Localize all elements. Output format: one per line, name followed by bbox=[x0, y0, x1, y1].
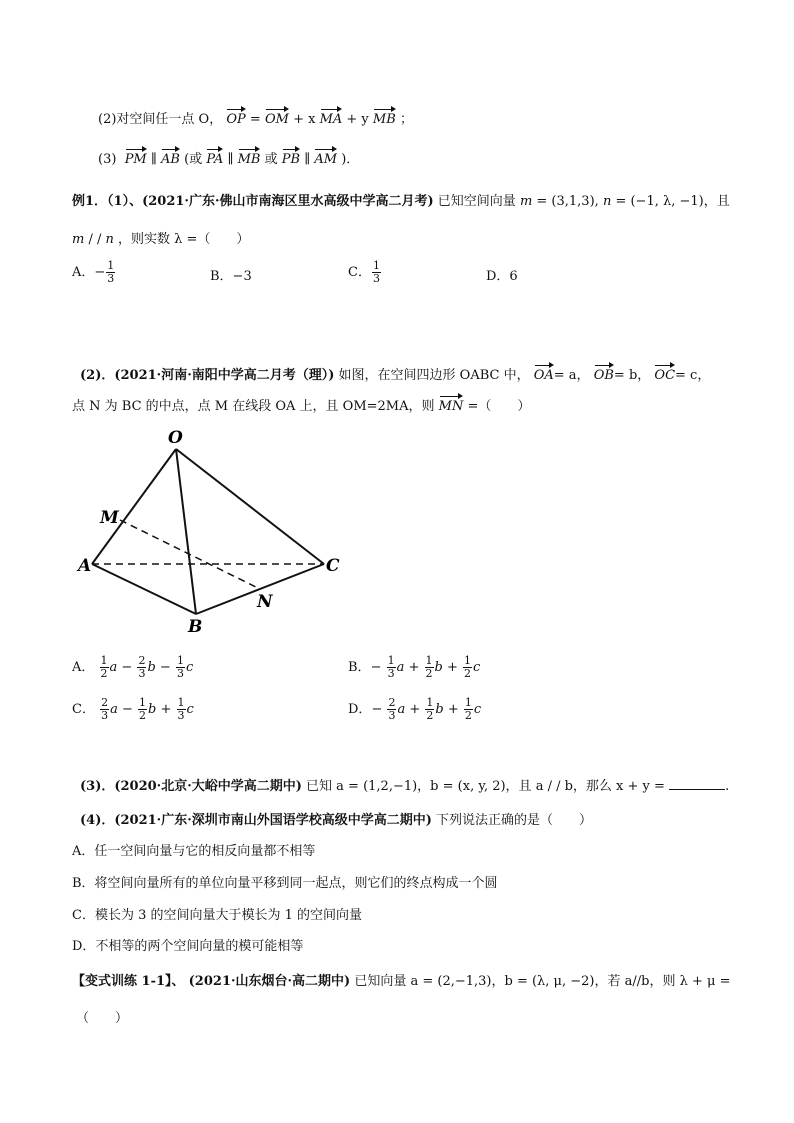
fraction bbox=[100, 655, 109, 680]
vector-pb: PB bbox=[282, 146, 300, 167]
fraction-num: 2 bbox=[388, 696, 396, 709]
fraction-num: 2 bbox=[101, 696, 109, 709]
vector-ob: OB bbox=[594, 362, 614, 383]
option-text: B．−3 bbox=[210, 269, 252, 284]
parallel-sign: / / bbox=[88, 232, 102, 247]
variant-source: (2021·山东烟台·高二期中) bbox=[188, 974, 351, 989]
label-o: O bbox=[168, 428, 183, 448]
example-1-option-a bbox=[72, 260, 116, 285]
question-2-label: (2)．(2021·河南·南阳中学高二月考（理）) bbox=[80, 368, 335, 383]
option-label: A． bbox=[72, 265, 95, 280]
fraction-den: 2 bbox=[426, 709, 434, 722]
option-label: D． bbox=[348, 702, 372, 717]
fraction-num: 1 bbox=[107, 259, 115, 272]
fraction-den: 2 bbox=[425, 667, 433, 680]
fraction-num: 1 bbox=[139, 696, 147, 709]
vector-op: OP bbox=[226, 106, 245, 127]
question-3-label: (3)．(2020·北京·大峪中学高二期中) bbox=[80, 779, 302, 794]
question-4-option-c: C．模长为 3 的空间向量大于模长为 1 的空间向量 bbox=[72, 908, 363, 923]
fraction-num: 1 bbox=[177, 696, 185, 709]
question-4 bbox=[80, 809, 592, 828]
vector-ma: MA bbox=[320, 106, 343, 127]
or-word: 或 bbox=[264, 152, 278, 167]
semicolon: ； bbox=[399, 112, 413, 127]
term: c bbox=[473, 660, 481, 675]
term: b + bbox=[434, 660, 458, 675]
label-c: C bbox=[326, 556, 340, 576]
question-2-option-b: B．− $\frac{1}{3}$ a + $\frac{1}{2}$ b + $\frac{1}{2}$ c bbox=[348, 654, 481, 680]
question-4-option-a: A．任一空间向量与它的相反向量都不相等 bbox=[72, 844, 316, 859]
variant-label: 【变式训练 1-1】、 bbox=[72, 974, 185, 989]
vector-n: n bbox=[105, 232, 114, 247]
fraction bbox=[100, 697, 109, 722]
term: a − bbox=[109, 660, 133, 675]
fraction-den: 3 bbox=[388, 709, 396, 722]
fraction bbox=[176, 655, 185, 680]
vector-m: m bbox=[72, 232, 85, 247]
vector-n: n bbox=[602, 194, 612, 209]
tetrahedron-figure bbox=[70, 425, 360, 640]
vector-m: m bbox=[519, 194, 533, 209]
vector-n-value: = (−1, λ, −1)，且 bbox=[615, 194, 730, 209]
minus-sign: − bbox=[94, 265, 106, 280]
vector-oa: OA bbox=[534, 362, 554, 383]
option-label: B． bbox=[348, 660, 371, 675]
question-2-line2 bbox=[72, 393, 530, 414]
fraction bbox=[425, 655, 434, 680]
parallel-sign: ∥ bbox=[304, 152, 311, 167]
fraction-den: 3 bbox=[101, 709, 109, 722]
example-1-option-c bbox=[348, 260, 382, 285]
vector-mb: MB bbox=[373, 106, 396, 127]
fraction-num: 1 bbox=[100, 654, 108, 667]
condition-3 bbox=[98, 146, 359, 167]
vector-mn: MN bbox=[439, 393, 464, 414]
term: b + bbox=[148, 702, 172, 717]
fraction-den: 3 bbox=[138, 667, 146, 680]
fraction-num: 1 bbox=[464, 696, 472, 709]
option-label: C． bbox=[348, 265, 371, 280]
label-m: M bbox=[100, 508, 119, 528]
fraction-num: 1 bbox=[464, 654, 472, 667]
parallel-sign: ∥ bbox=[227, 152, 234, 167]
fraction bbox=[464, 697, 473, 722]
or-open: (或 bbox=[184, 152, 203, 167]
plus-x: + x bbox=[293, 112, 316, 127]
fraction bbox=[463, 655, 472, 680]
question-4-label: (4)．(2021·广东·深圳市南山外国语学校高级中学高二期中) bbox=[80, 813, 432, 828]
fraction bbox=[137, 655, 146, 680]
fraction-den: 2 bbox=[464, 709, 472, 722]
close-paren: )． bbox=[341, 152, 360, 167]
fraction-den: 3 bbox=[177, 709, 185, 722]
vector-pa: PA bbox=[206, 146, 223, 167]
fraction bbox=[387, 655, 396, 680]
edge-oa bbox=[92, 449, 176, 564]
term: c bbox=[473, 702, 482, 717]
question-2-option-a bbox=[72, 655, 193, 680]
fraction-num: 2 bbox=[138, 654, 146, 667]
fraction-den: 2 bbox=[100, 667, 108, 680]
label-b: B bbox=[188, 617, 203, 637]
answer-blank[interactable] bbox=[669, 777, 725, 790]
fraction bbox=[106, 260, 115, 285]
variant-answer-paren: （ ） bbox=[76, 1011, 129, 1026]
parallel-sign: ∥ bbox=[150, 152, 157, 167]
edge-ab bbox=[92, 564, 196, 614]
fraction bbox=[387, 697, 396, 722]
fraction-den: 2 bbox=[139, 709, 147, 722]
question-2-text: 如图，在空间四边形 OABC 中， bbox=[338, 368, 530, 383]
option-text: D．6 bbox=[486, 269, 518, 284]
question-2-end: =（ ） bbox=[467, 399, 531, 414]
period: . bbox=[725, 779, 730, 794]
vector-ob-eq: = b， bbox=[613, 368, 651, 383]
fraction bbox=[425, 697, 434, 722]
example-1-line2 bbox=[72, 228, 249, 247]
question-4-option-d: D．不相等的两个空间向量的模可能相等 bbox=[72, 939, 304, 954]
label-n: N bbox=[257, 592, 273, 612]
example-1-option-d bbox=[486, 265, 518, 284]
fraction-den: 3 bbox=[387, 667, 395, 680]
option-label: A． bbox=[72, 660, 95, 675]
fraction-num: 1 bbox=[387, 654, 395, 667]
segment-mn-hidden bbox=[120, 520, 260, 589]
example-1-option-b bbox=[210, 265, 252, 284]
vector-oc-eq: = c， bbox=[675, 368, 711, 383]
term: c bbox=[186, 702, 194, 717]
fraction-num: 1 bbox=[425, 654, 433, 667]
fraction bbox=[372, 260, 381, 285]
question-2-option-d: D．− $\frac{2}{3}$ a + $\frac{1}{2}$ b + $\frac{1}{2}$ c bbox=[348, 696, 482, 722]
vector-oa-eq: = a， bbox=[553, 368, 590, 383]
question-2-option-c bbox=[72, 697, 194, 722]
term: b + bbox=[435, 702, 459, 717]
term: b − bbox=[147, 660, 171, 675]
fraction bbox=[138, 697, 147, 722]
example-1-question: ，则实数 λ =（ ） bbox=[118, 232, 250, 247]
question-3 bbox=[80, 775, 729, 794]
term: a + bbox=[396, 660, 420, 675]
vector-mb-2: MB bbox=[238, 146, 261, 167]
question-2-text-2: 点 N 为 BC 的中点，点 M 在线段 OA 上，且 OM=2MA，则 bbox=[72, 399, 435, 414]
variant-training bbox=[72, 970, 730, 989]
example-1-label: 例1．（1）、(2021·广东·佛山市南海区里水高级中学高二月考) bbox=[72, 194, 434, 209]
question-2-line1 bbox=[80, 362, 710, 383]
fraction-den: 3 bbox=[372, 272, 380, 285]
vector-ab: AB bbox=[161, 146, 180, 167]
fraction-den: 2 bbox=[464, 667, 472, 680]
fraction-num: 1 bbox=[426, 696, 434, 709]
vector-om: OM bbox=[265, 106, 289, 127]
example-1-text: 已知空间向量 bbox=[437, 194, 516, 209]
fraction-num: 1 bbox=[176, 654, 184, 667]
term: a + bbox=[397, 702, 421, 717]
vector-m-value: = (3,1,3), bbox=[536, 194, 599, 209]
condition-2-text: (2)对空间任一点 O， bbox=[98, 112, 223, 127]
fraction bbox=[177, 697, 186, 722]
option-label: C． bbox=[72, 702, 95, 717]
term: c bbox=[185, 660, 194, 675]
variant-text: 已知向量 a = (2,−1,3)，b = (λ, μ, −2)，若 a//b，则 λ + μ = bbox=[354, 974, 731, 989]
vector-am: AM bbox=[314, 146, 337, 167]
condition-2 bbox=[98, 106, 413, 127]
term: a − bbox=[110, 702, 133, 717]
example-1-line1 bbox=[72, 190, 730, 209]
vector-pm: PM bbox=[125, 146, 147, 167]
condition-3-number: (3) bbox=[98, 152, 117, 167]
fraction-den: 3 bbox=[107, 272, 115, 285]
fraction-den: 3 bbox=[176, 667, 184, 680]
question-4-text: 下列说法正确的是（ ） bbox=[436, 813, 593, 828]
vector-oc: OC bbox=[654, 362, 675, 383]
equals-sign: = bbox=[249, 112, 261, 127]
label-a: A bbox=[78, 556, 92, 576]
edge-oc bbox=[176, 449, 324, 564]
fraction-num: 1 bbox=[372, 259, 380, 272]
question-4-option-b: B．将空间向量所有的单位向量平移到同一起点，则它们的终点构成一个圆 bbox=[72, 876, 498, 891]
plus-y: + y bbox=[346, 112, 369, 127]
question-3-text: 已知 a = (1,2,−1)，b = (x, y, 2)，且 a / / b，那么 x + y = bbox=[306, 779, 665, 794]
edge-ob bbox=[176, 449, 196, 614]
